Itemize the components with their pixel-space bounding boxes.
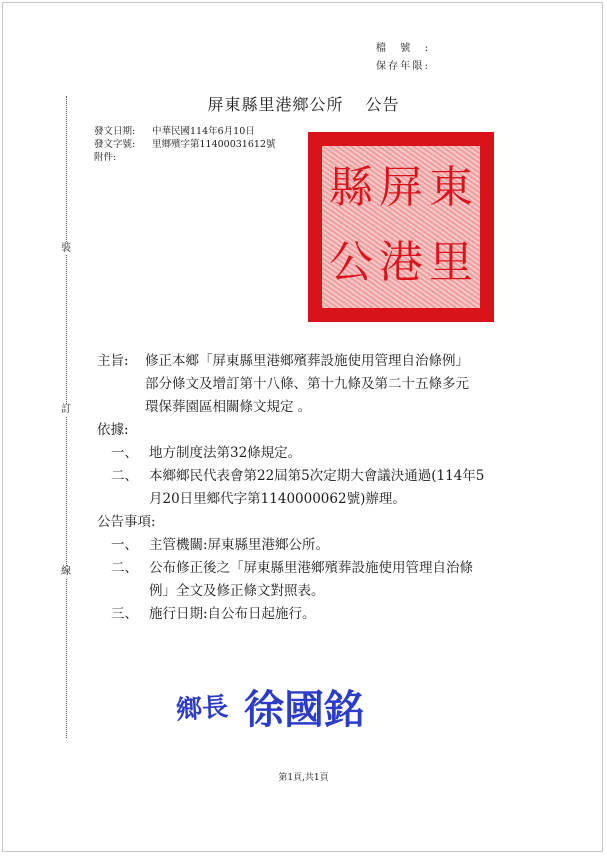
archive-meta	[376, 40, 428, 76]
binding-line	[66, 96, 67, 738]
binding-char-zhuang: 裝	[61, 243, 71, 254]
subject-section	[97, 350, 537, 419]
seal-glyph: 公	[329, 237, 373, 288]
binding-char-xian: 線	[61, 566, 71, 577]
date-label: 發文日期:	[94, 126, 136, 137]
official-seal	[308, 132, 494, 322]
seal-glyph: 里	[429, 237, 473, 288]
signature-name: 徐國銘	[244, 685, 365, 733]
seal-glyph: 港	[379, 237, 423, 288]
number-label: 發文字號:	[94, 139, 136, 150]
signature-title: 鄉長	[175, 691, 230, 726]
notice-body	[97, 350, 537, 626]
date-value: 中華民國114年6月10日	[152, 126, 255, 137]
basis-item-1: 一、 地方制度法第32條規定。	[111, 445, 302, 461]
issuing-org: 屏東縣里港鄉公所	[207, 95, 344, 114]
signature-stamp	[176, 680, 466, 732]
document-type: 公告	[365, 95, 400, 114]
notice-item-1: 一、 主管機關:屏東縣里港鄉公所。	[111, 537, 330, 553]
subject-line: 修正本鄉「屏東縣里港鄉殯葬設施使用管理自治條例」	[145, 353, 469, 369]
doc-info	[94, 125, 276, 164]
basis-label: 依據:	[97, 422, 129, 438]
page-number: 第1頁,共1頁	[278, 773, 329, 783]
subject-line: 部分條文及增訂第十八條、第十九條及第二十五條多元	[145, 376, 469, 392]
notice-item-3: 三、 施行日期:自公布日起施行。	[111, 606, 316, 622]
page-title	[0, 92, 607, 115]
seal-glyph: 東	[429, 162, 473, 213]
seal-glyph: 縣	[329, 162, 373, 213]
notice-label: 公告事項:	[97, 514, 156, 530]
attachment-label: 附件:	[94, 152, 117, 163]
subject-line: 環保葬園區相關條文規定 。	[145, 399, 312, 415]
basis-item-2: 二、 本鄉鄉民代表會第22屆第5次定期大會議決通過(114年5 月20日里鄉代字第1140000062號)辦理。	[111, 468, 485, 507]
archive-no-label: 檔號:	[376, 43, 428, 54]
retention-label: 保存年限:	[376, 61, 428, 72]
notice-item-2: 二、 公布修正後之「屏東縣里港鄉殯葬設施使用管理自治條 例」全文及修正條文對照表。	[111, 560, 473, 599]
subject-label: 主旨:	[97, 353, 129, 369]
seal-glyph: 屏	[379, 162, 423, 213]
binding-char-ding: 訂	[61, 404, 71, 415]
number-value: 里鄉殯字第11400031612號	[152, 139, 276, 150]
